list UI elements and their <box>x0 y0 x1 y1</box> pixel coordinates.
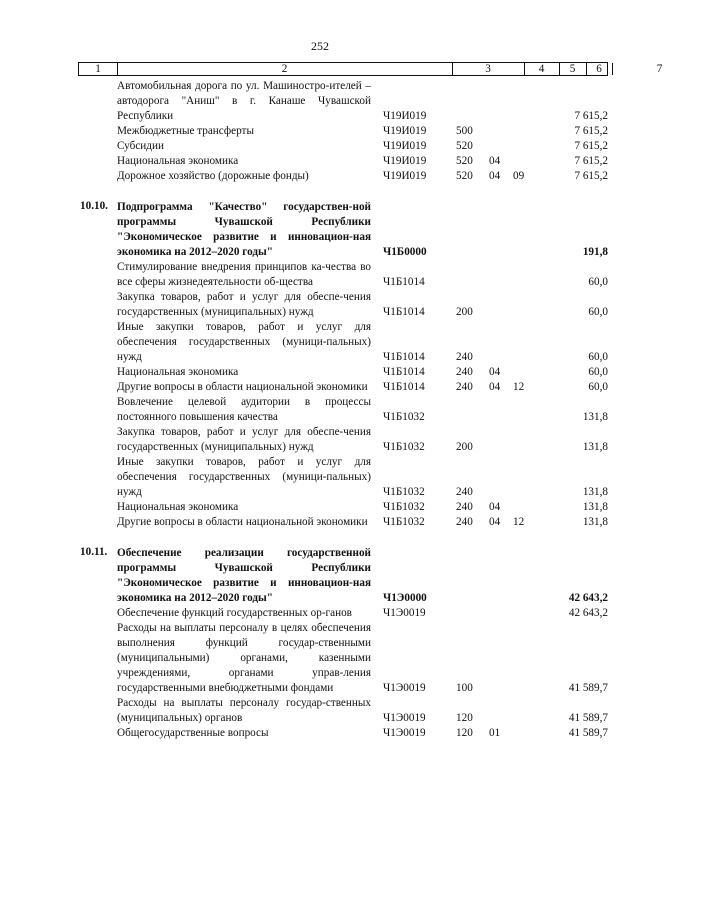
header-col-6: 6 <box>586 63 613 75</box>
row-code: Ч19И019 <box>383 140 427 152</box>
table-row <box>0 606 640 621</box>
row-code: Ч1Б1032 <box>383 441 425 453</box>
table-row <box>0 621 640 696</box>
row-section: 04 <box>489 381 501 393</box>
row-name: Иные закупки товаров, работ и услуг для обеспечения государственных (муници-пальных) нужд <box>117 321 371 363</box>
row-sum: 131,8 <box>582 441 608 453</box>
row-name: Национальная экономика <box>117 366 239 378</box>
row-expense-type: 520 <box>456 155 473 167</box>
row-code: Ч1Э0019 <box>383 712 426 724</box>
header-col-4: 4 <box>524 63 560 75</box>
row-sum: 131,8 <box>582 411 608 423</box>
row-name: Дорожное хозяйство (дорожные фонды) <box>117 170 309 182</box>
row-sum: 131,8 <box>582 501 608 513</box>
row-name: Обеспечение реализации государственной программы Чувашской Республики "Экономическое развитие и инновацион-ная экономика на 2012–2020 годы" <box>117 547 371 604</box>
table-row <box>0 515 640 530</box>
table-row <box>0 139 640 154</box>
row-expense-type: 200 <box>456 441 473 453</box>
row-name: Закупка товаров, работ и услуг для обеспе-чения государственных (муниципальных) нужд <box>117 426 371 453</box>
table-row <box>0 124 640 139</box>
table-row <box>0 260 640 290</box>
row-sum: 7 615,2 <box>574 125 608 137</box>
header-col-1: 1 <box>79 63 118 75</box>
row-sum: 41 589,7 <box>568 712 608 724</box>
row-name: Субсидии <box>117 140 164 152</box>
table-header <box>78 62 663 76</box>
row-code: Ч1Б1014 <box>383 366 425 378</box>
row-sum: 60,0 <box>588 366 608 378</box>
row-sum: 41 589,7 <box>568 727 608 739</box>
row-section: 04 <box>489 501 501 513</box>
table-row <box>0 290 640 320</box>
table-row <box>0 79 640 124</box>
row-name: Стимулирование внедрения принципов ка-чества во все сферы жизнедеятельности об-щества <box>117 261 371 288</box>
row-name: Расходы на выплаты персоналу государ-ственных (муниципальных) органов <box>117 697 371 724</box>
row-code: Ч19И019 <box>383 110 427 122</box>
row-expense-type: 100 <box>456 682 473 694</box>
row-code: Ч1Б1014 <box>383 351 425 363</box>
row-code: Ч1Б1014 <box>383 381 425 393</box>
row-sum: 7 615,2 <box>574 170 608 182</box>
row-code: Ч19И019 <box>383 125 427 137</box>
row-sum: 60,0 <box>588 306 608 318</box>
row-expense-type: 520 <box>456 140 473 152</box>
row-section: 01 <box>489 727 501 739</box>
row-section: 04 <box>489 170 501 182</box>
table-row <box>0 154 640 169</box>
row-expense-type: 240 <box>456 501 473 513</box>
row-name: Национальная экономика <box>117 501 239 513</box>
row-sum: 7 615,2 <box>574 140 608 152</box>
row-expense-type: 200 <box>456 306 473 318</box>
table-row <box>0 425 640 455</box>
row-sum: 41 589,7 <box>568 682 608 694</box>
row-sum: 60,0 <box>588 351 608 363</box>
row-sum: 60,0 <box>588 381 608 393</box>
row-sum: 131,8 <box>582 486 608 498</box>
row-sum: 42 643,2 <box>568 607 608 619</box>
row-expense-type: 240 <box>456 381 473 393</box>
row-number: 10.10. <box>80 200 108 212</box>
row-spacer <box>0 184 640 200</box>
row-sum: 131,8 <box>582 516 608 528</box>
row-section: 04 <box>489 516 501 528</box>
row-section: 04 <box>489 155 501 167</box>
row-code: Ч1Б1032 <box>383 486 425 498</box>
row-code: Ч1Э0000 <box>383 592 427 604</box>
row-name: Обеспечение функций государственных ор-ганов <box>117 607 352 619</box>
table-body <box>0 79 640 741</box>
row-number: 10.11. <box>80 546 108 558</box>
table-row <box>0 395 640 425</box>
row-code: Ч1Б1014 <box>383 306 425 318</box>
row-code: Ч1Э0019 <box>383 682 426 694</box>
row-expense-type: 240 <box>456 366 473 378</box>
row-expense-type: 240 <box>456 486 473 498</box>
row-name: Закупка товаров, работ и услуг для обеспе-чения государственных (муниципальных) нужд <box>117 291 371 318</box>
row-name: Автомобильная дорога по ул. Машиностро-ителей – автодорога "Аниш" в г. Канаше Чувашской Республики <box>117 80 371 122</box>
row-code: Ч1Э0019 <box>383 727 426 739</box>
row-subsection: 09 <box>513 170 525 182</box>
row-subsection: 12 <box>513 516 525 528</box>
row-code: Ч1Б1032 <box>383 516 425 528</box>
table-row <box>0 365 640 380</box>
row-code: Ч1Б1032 <box>383 411 425 423</box>
table-row <box>0 169 640 184</box>
row-expense-type: 240 <box>456 351 473 363</box>
row-expense-type: 240 <box>456 516 473 528</box>
row-code: Ч1Б1032 <box>383 501 425 513</box>
header-col-2: 2 <box>117 63 453 75</box>
table-row <box>0 320 640 365</box>
row-sum: 191,8 <box>582 246 608 258</box>
row-sum: 42 643,2 <box>568 592 608 604</box>
row-subsection: 12 <box>513 381 525 393</box>
row-code: Ч1Б1014 <box>383 276 425 288</box>
header-col-3: 3 <box>452 63 525 75</box>
header-col-5: 5 <box>559 63 587 75</box>
row-expense-type: 520 <box>456 170 473 182</box>
table-row <box>0 380 640 395</box>
row-name: Расходы на выплаты персоналу в целях обеспечения выполнения функций государ-ственными (муниципальными) органами, казенными учреждениями, органами управ-ления государственными внебюджетными фондами <box>117 622 371 694</box>
row-sum: 7 615,2 <box>574 155 608 167</box>
table-row <box>0 200 640 260</box>
row-expense-type: 500 <box>456 125 473 137</box>
table-row <box>0 500 640 515</box>
row-code: Ч1Э0019 <box>383 607 426 619</box>
header-col-7: 7 <box>656 63 663 75</box>
table-row <box>0 455 640 500</box>
page-number: 252 <box>311 39 329 53</box>
row-name: Межбюджетные трансферты <box>117 125 254 137</box>
row-section: 04 <box>489 366 501 378</box>
table-row <box>0 726 640 741</box>
row-name: Другие вопросы в области национальной экономики <box>117 516 368 528</box>
row-expense-type: 120 <box>456 712 473 724</box>
row-code: Ч19И019 <box>383 155 427 167</box>
row-name: Подпрограмма "Качество" государствен-ной программы Чувашской Республики "Экономическое развитие и инновацион-ная экономика на 2012–2020 годы" <box>117 201 371 258</box>
row-spacer <box>0 530 640 546</box>
row-sum: 7 615,2 <box>574 110 608 122</box>
row-name: Общегосударственные вопросы <box>117 727 269 739</box>
row-name: Другие вопросы в области национальной экономики <box>117 381 368 393</box>
row-name: Иные закупки товаров, работ и услуг для обеспечения государственных (муници-пальных) нужд <box>117 456 371 498</box>
row-sum: 60,0 <box>588 276 608 288</box>
row-name: Национальная экономика <box>117 155 239 167</box>
row-name: Вовлечение целевой аудитории в процессы постоянного повышения качества <box>117 396 371 423</box>
table-row <box>0 546 640 606</box>
row-expense-type: 120 <box>456 727 473 739</box>
table-row <box>0 696 640 726</box>
row-code: Ч19И019 <box>383 170 427 182</box>
row-code: Ч1Б0000 <box>383 246 427 258</box>
